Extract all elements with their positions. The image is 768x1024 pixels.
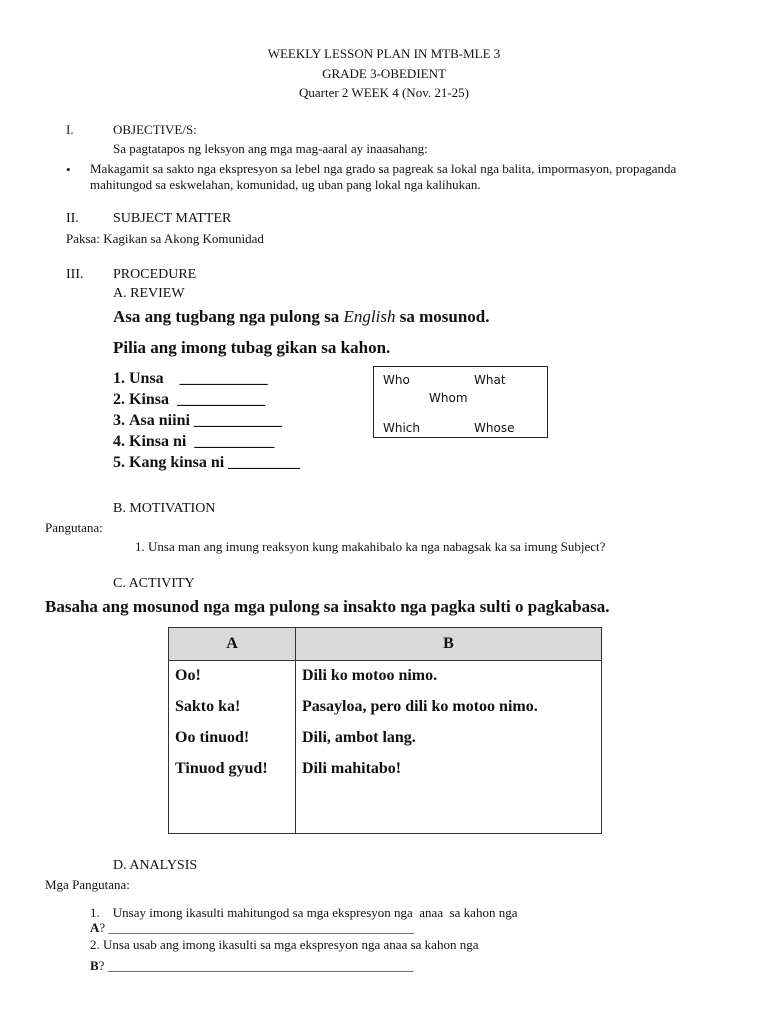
header-title: WEEKLY LESSON PLAN IN MTB-MLE 3: [267, 46, 501, 61]
analysis-question-2: 2. Unsa usab ang imong ikasulti sa mga ekspresyon nga anaa sa kahon nga: [90, 937, 479, 952]
objective-bullet-line1: Makagamit sa sakto nga ekspresyon sa lebel nga grado sa pagreak sa lokal nga balita, impormasyon, propaganda: [90, 161, 677, 176]
objectives-number: I.: [66, 122, 74, 137]
objectives-intro: Sa pagtatapos ng leksyon ang mga mag-aaral ay inaasahang:: [113, 141, 428, 156]
empty-cell: [169, 789, 296, 834]
subject-number: II.: [66, 211, 79, 226]
procedure-title: PROCEDURE: [113, 267, 197, 282]
subject-paksa: Paksa: Kagikan sa Akong Komunidad: [66, 231, 264, 246]
analysis-answer-1: A? _______________________________________________: [90, 920, 414, 935]
choice-whose: Whose: [474, 421, 515, 435]
choice-which: Which: [383, 421, 421, 435]
motivation-label: Pangutana:: [45, 520, 103, 535]
review-item: 5. Kang kinsa ni _________: [113, 454, 301, 471]
expression-a: Sakto ka!: [175, 698, 241, 715]
expression-b: Dili, ambot lang.: [302, 729, 416, 746]
choice-whom: Whom: [429, 391, 468, 405]
column-b-header: B: [296, 628, 602, 661]
bullet-icon: •: [66, 162, 71, 177]
word-choices-box: [373, 366, 548, 438]
subject-title: SUBJECT MATTER: [113, 211, 232, 226]
column-b-cell: [296, 661, 602, 790]
review-instruction: Pilia ang imong tubag gikan sa kahon.: [113, 338, 391, 357]
objective-bullet-line2: mahitungod sa eskwelahan, komunidad, ug uban pang lokal nga kalihukan.: [90, 177, 481, 192]
choice-who: Who: [383, 373, 410, 387]
empty-cell: [296, 789, 602, 834]
analysis-title: D. ANALYSIS: [113, 858, 198, 873]
expression-a: Tinuod gyud!: [175, 760, 268, 777]
procedure-number: III.: [66, 267, 84, 282]
expressions-table: [168, 627, 602, 834]
expression-b: Dili ko motoo nimo.: [302, 667, 438, 684]
review-question: Asa ang tugbang nga pulong sa English sa mosunod.: [113, 307, 490, 326]
review-item: 4. Kinsa ni __________: [113, 433, 275, 450]
motivation-question: 1. Unsa man ang imung reaksyon kung makahibalo ka nga nabagsak ka sa imung Subject?: [135, 539, 606, 554]
column-a-header: A: [169, 628, 296, 661]
choice-what: What: [474, 373, 506, 387]
analysis-label: Mga Pangutana:: [45, 877, 130, 892]
expression-a: Oo!: [175, 667, 201, 684]
header-grade: GRADE 3-OBEDIENT: [322, 66, 446, 81]
review-title: A. REVIEW: [113, 286, 185, 301]
activity-title: C. ACTIVITY: [113, 576, 195, 591]
column-a-cell: [169, 661, 296, 790]
review-item: 2. Kinsa ___________: [113, 391, 266, 408]
analysis-answer-2: B? _______________________________________________: [90, 958, 414, 973]
objectives-title: OBJECTIVE/S:: [113, 122, 197, 137]
review-item: 1. Unsa ___________: [113, 370, 268, 387]
expression-a: Oo tinuod!: [175, 729, 250, 746]
expression-b: Pasayloa, pero dili ko motoo nimo.: [302, 698, 538, 715]
motivation-title: B. MOTIVATION: [113, 501, 216, 516]
activity-instruction: Basaha ang mosunod nga mga pulong sa insakto nga pagka sulti o pagkabasa.: [45, 597, 610, 616]
analysis-question-1: 1. Unsay imong ikasulti mahitungod sa mga ekspresyon nga anaa sa kahon nga: [90, 905, 518, 920]
expression-b: Dili mahitabo!: [302, 760, 402, 777]
header-quarter: Quarter 2 WEEK 4 (Nov. 21-25): [298, 85, 470, 100]
review-item: 3. Asa niini ___________: [113, 412, 282, 429]
